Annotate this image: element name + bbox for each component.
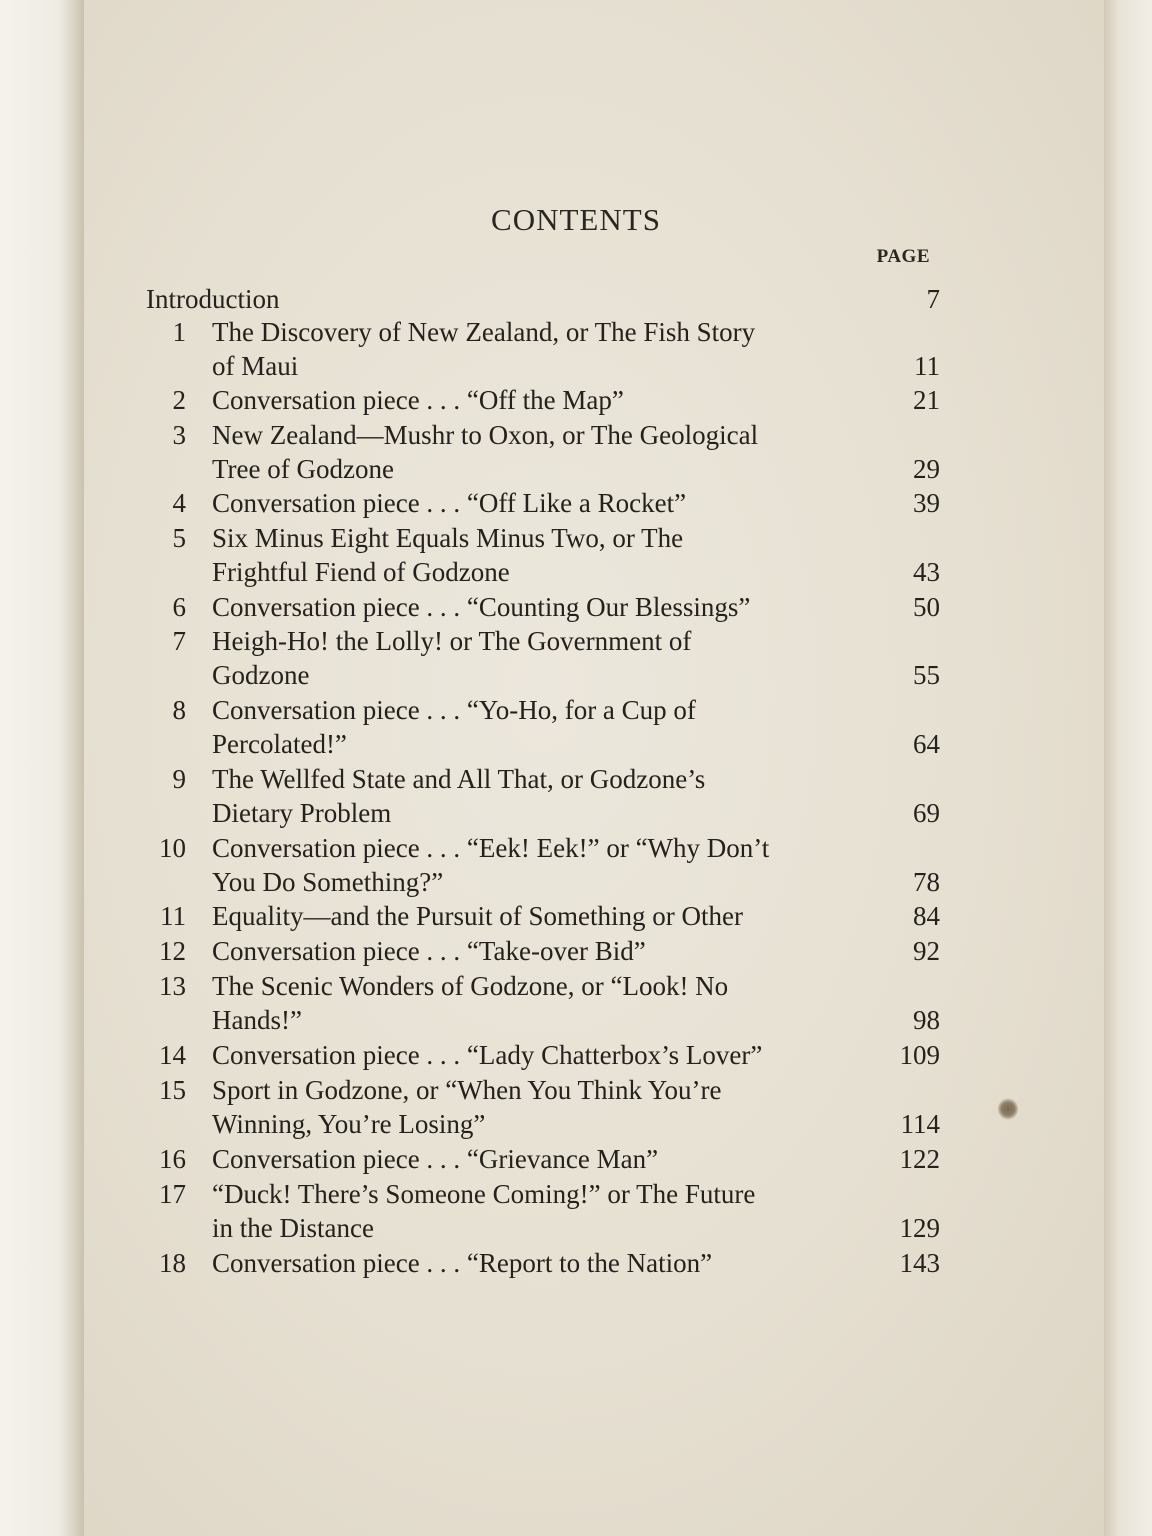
page-number: 55 xyxy=(913,660,940,690)
chapter-title: Conversation piece . . . “Yo-Ho, for a Cup of xyxy=(212,695,696,725)
chapter-title: Tree of Godzone xyxy=(212,454,394,484)
toc-line xyxy=(0,452,1152,486)
chapter-number: 16 xyxy=(159,1144,186,1174)
page-number: 92 xyxy=(913,936,940,966)
toc-line xyxy=(0,762,1152,796)
chapter-number: 15 xyxy=(159,1075,186,1105)
chapter-title: of Maui xyxy=(212,351,299,381)
toc-line xyxy=(0,590,1152,624)
chapter-title: Frightful Fiend of Godzone xyxy=(212,557,510,587)
chapter-title: Godzone xyxy=(212,660,310,690)
toc-line xyxy=(0,969,1152,1003)
chapter-title: New Zealand—Mushr to Oxon, or The Geological xyxy=(212,420,759,450)
toc-line xyxy=(0,658,1152,692)
chapter-title: Winning, You’re Losing” xyxy=(212,1109,486,1139)
toc-line xyxy=(0,796,1152,830)
chapter-number: 14 xyxy=(159,1040,186,1070)
chapter-title: Conversation piece . . . “Eek! Eek!” or “Why Don’t xyxy=(212,833,770,863)
toc-line xyxy=(0,1003,1152,1037)
toc-line xyxy=(0,418,1152,452)
chapter-title: in the Distance xyxy=(212,1213,374,1243)
toc-line xyxy=(0,865,1152,899)
page-number: 78 xyxy=(913,867,940,897)
page-number: 39 xyxy=(913,488,940,518)
toc-line xyxy=(0,383,1152,417)
chapter-title: Dietary Problem xyxy=(212,798,392,828)
page-number: 21 xyxy=(913,385,940,415)
chapter-title: Conversation piece . . . “Lady Chatterbox’s Lover” xyxy=(212,1040,763,1070)
chapter-title: Sport in Godzone, or “When You Think You’re xyxy=(212,1075,722,1105)
toc-line xyxy=(0,899,1152,933)
page-number: 84 xyxy=(913,901,940,931)
chapter-number: 4 xyxy=(172,488,186,518)
chapter-title: Equality—and the Pursuit of Something or Other xyxy=(212,901,743,931)
chapter-number: 7 xyxy=(172,626,186,656)
toc-line xyxy=(0,693,1152,727)
page-number: 50 xyxy=(913,592,940,622)
page-number: 69 xyxy=(913,798,940,828)
chapter-title: Conversation piece . . . “Off the Map” xyxy=(212,385,624,415)
toc-line xyxy=(0,1211,1152,1245)
chapter-number: 1 xyxy=(172,317,186,347)
chapter-title: The Discovery of New Zealand, or The Fish Story xyxy=(212,317,756,347)
chapter-number: 3 xyxy=(172,420,186,450)
page-number: 64 xyxy=(913,729,940,759)
chapter-title: Conversation piece . . . “Counting Our Blessings” xyxy=(212,592,751,622)
toc-line xyxy=(0,555,1152,589)
chapter-title: Six Minus Eight Equals Minus Two, or The xyxy=(212,523,684,553)
page-column-label: PAGE xyxy=(876,246,930,267)
toc-line xyxy=(0,624,1152,658)
page-number: 129 xyxy=(899,1213,940,1243)
page-number: 122 xyxy=(899,1144,940,1174)
chapter-title: Conversation piece . . . “Take-over Bid” xyxy=(212,936,646,966)
toc-line xyxy=(0,1142,1152,1176)
page-number: 7 xyxy=(926,284,940,314)
toc-line xyxy=(0,1107,1152,1141)
chapter-number: 5 xyxy=(172,523,186,553)
chapter-number: 11 xyxy=(160,901,186,931)
toc-line xyxy=(0,521,1152,555)
chapter-title: “Duck! There’s Someone Coming!” or The Future xyxy=(212,1179,756,1209)
chapter-number: 2 xyxy=(172,385,186,415)
page-number: 98 xyxy=(913,1005,940,1035)
toc-line xyxy=(0,282,1152,316)
chapter-number: 10 xyxy=(159,833,186,863)
chapter-title: Introduction xyxy=(146,284,280,314)
chapter-number: 13 xyxy=(159,971,186,1001)
chapter-title: You Do Something?” xyxy=(212,867,444,897)
toc-line xyxy=(0,1038,1152,1072)
page-number: 143 xyxy=(899,1248,940,1278)
toc-line xyxy=(0,349,1152,383)
toc-line xyxy=(0,934,1152,968)
toc-line xyxy=(0,1073,1152,1107)
chapter-title: The Scenic Wonders of Godzone, or “Look! No xyxy=(212,971,729,1001)
page-number: 11 xyxy=(914,351,940,381)
page-number: 114 xyxy=(900,1109,940,1139)
chapter-number: 8 xyxy=(172,695,186,725)
chapter-title: Heigh-Ho! the Lolly! or The Government of xyxy=(212,626,692,656)
page-number: 109 xyxy=(899,1040,940,1070)
contents-heading: CONTENTS xyxy=(491,202,661,237)
page-number: 43 xyxy=(913,557,940,587)
toc-line xyxy=(0,727,1152,761)
chapter-title: The Wellfed State and All That, or Godzone’s xyxy=(212,764,706,794)
toc-line xyxy=(0,1177,1152,1211)
chapter-title: Conversation piece . . . “Off Like a Rocket” xyxy=(212,488,687,518)
chapter-number: 18 xyxy=(159,1248,186,1278)
chapter-number: 6 xyxy=(172,592,186,622)
chapter-title: Conversation piece . . . “Grievance Man” xyxy=(212,1144,659,1174)
chapter-number: 17 xyxy=(159,1179,186,1209)
toc-line xyxy=(0,1246,1152,1280)
chapter-number: 12 xyxy=(159,936,186,966)
toc-line xyxy=(0,831,1152,865)
toc-line xyxy=(0,486,1152,520)
chapter-title: Conversation piece . . . “Report to the Nation” xyxy=(212,1248,713,1278)
chapter-title: Percolated!” xyxy=(212,729,347,759)
toc-line xyxy=(0,315,1152,349)
chapter-title: Hands!” xyxy=(212,1005,302,1035)
chapter-number: 9 xyxy=(172,764,186,794)
page-number: 29 xyxy=(913,454,940,484)
